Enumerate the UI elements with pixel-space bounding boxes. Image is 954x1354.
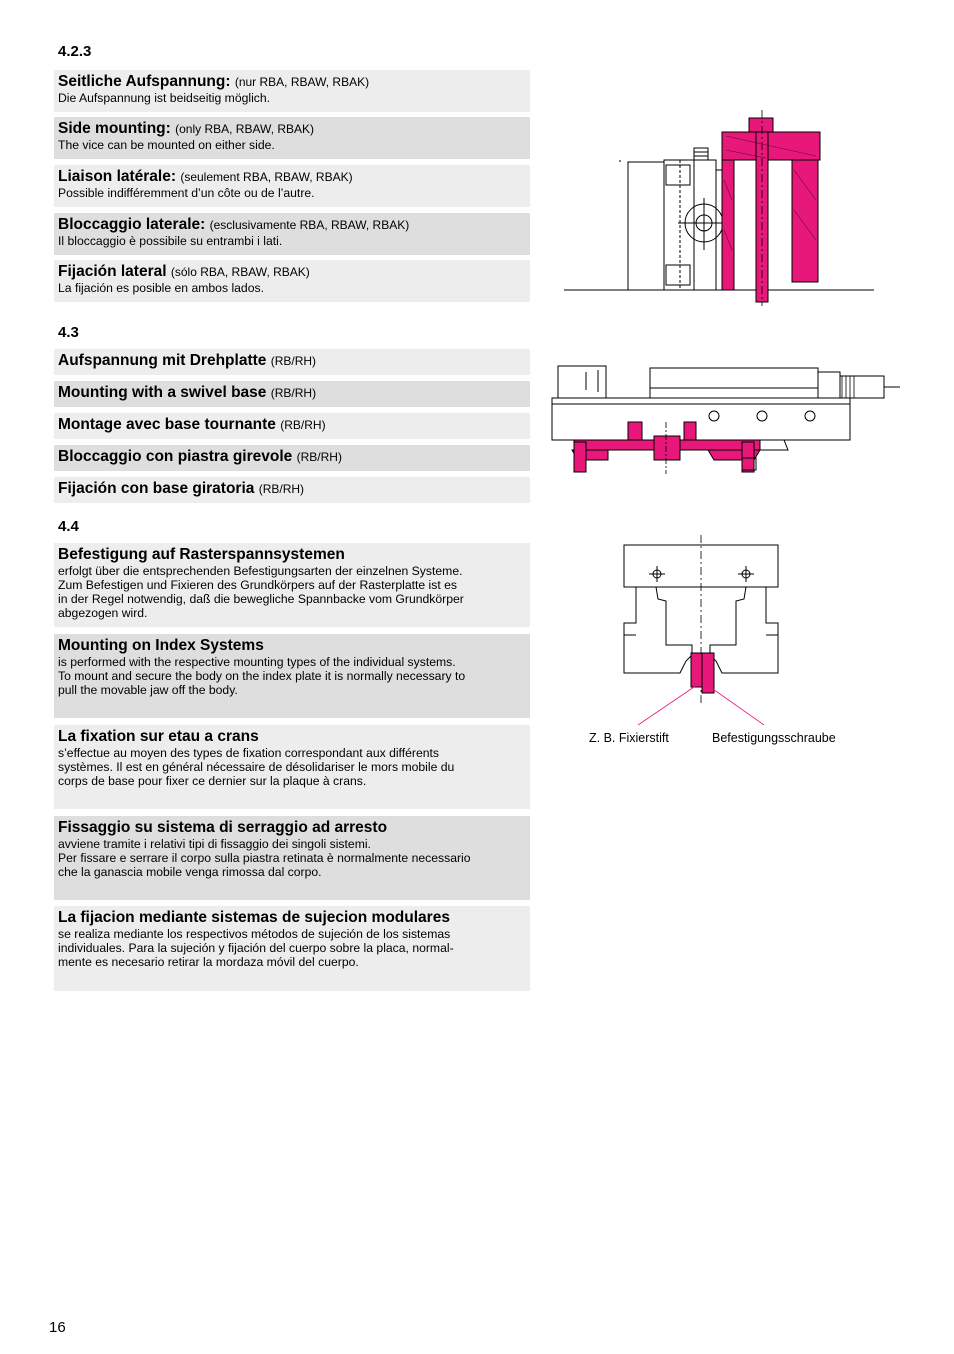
box-subtitle: (RB/RH) — [258, 482, 305, 496]
box-title: La fixation sur etau a crans — [58, 728, 259, 745]
box-description: The vice can be mounted on either side. — [58, 138, 275, 152]
box-line: corps de base pour fixer ce dernier sur la plaque à crans. — [58, 774, 367, 788]
swivel-base-de-box — [54, 349, 530, 375]
section-number-4-4: 4.4 — [58, 518, 79, 535]
section-number-4-2-3: 4.2.3 — [58, 43, 92, 60]
swivel-base-en-box — [54, 381, 530, 407]
box-title: Fijación con base giratoria — [58, 480, 255, 497]
index-system-drawing — [600, 535, 800, 735]
side-mounting-fr-box — [54, 165, 530, 207]
box-description: La fijación es posible en ambos lados. — [58, 281, 264, 295]
box-subtitle: (only RBA, RBAW, RBAK) — [175, 122, 315, 136]
fixing-pin-caption: Z. B. Fixierstift — [589, 731, 669, 745]
box-title: Liaison latérale: — [58, 168, 177, 185]
box-description: Il bloccaggio è possibile su entrambi i lati. — [58, 234, 283, 248]
box-line: pull the movable jaw off the body. — [58, 683, 238, 697]
box-description: Possible indifféremment d’un côte ou de l’autre. — [58, 186, 315, 200]
swivel-base-es-box — [54, 477, 530, 503]
box-subtitle: (seulement RBA, RBAW, RBAK) — [180, 170, 353, 184]
box-line: To mount and secure the body on the index plate it is normally necessary to — [58, 669, 466, 683]
box-description: Die Aufspannung ist beidseitig möglich. — [58, 91, 271, 105]
index-systems-de-box — [54, 543, 530, 627]
index-systems-es-box — [54, 906, 530, 991]
box-title: Side mounting: — [58, 120, 171, 137]
box-title: Befestigung auf Rasterspannsystemen — [58, 546, 345, 563]
box-subtitle: (RB/RH) — [270, 386, 317, 400]
swivel-base-it-box — [54, 445, 530, 471]
side-mounting-de-box — [54, 70, 530, 112]
box-title: Bloccaggio laterale: — [58, 216, 206, 233]
swivel-base-drawing — [548, 362, 908, 482]
box-subtitle: (RB/RH) — [270, 354, 317, 368]
index-systems-en-box — [54, 634, 530, 718]
box-title: Mounting with a swivel base — [58, 384, 267, 401]
box-line: in der Regel notwendig, daß die bewegliche Spannbacke vom Grundkörper — [58, 592, 464, 606]
swivel-base-fr-box — [54, 413, 530, 439]
index-systems-fr-box — [54, 725, 530, 809]
box-line: avviene tramite i relativi tipi di fissaggio dei singoli sistemi. — [58, 837, 371, 851]
section-number-4-3: 4.3 — [58, 324, 79, 341]
box-title: Fissaggio su sistema di serraggio ad arresto — [58, 819, 388, 836]
box-line: Zum Befestigen und Fixieren des Grundkörpers auf der Rasterplatte ist es — [58, 578, 457, 592]
side-mounting-drawing — [560, 110, 880, 310]
side-mounting-it-box — [54, 213, 530, 255]
box-title: Montage avec base tournante — [58, 416, 276, 433]
side-mounting-en-box — [54, 117, 530, 159]
fixing-screw-caption: Befestigungsschraube — [712, 731, 836, 745]
box-subtitle: (nur RBA, RBAW, RBAK) — [234, 75, 370, 89]
index-systems-it-box — [54, 816, 530, 900]
box-line: s’effectue au moyen des types de fixation correspondant aux différents — [58, 746, 439, 760]
box-subtitle: (RB/RH) — [280, 418, 326, 432]
box-subtitle: (sólo RBA, RBAW, RBAK) — [170, 265, 310, 279]
box-line: abgezogen wird. — [58, 606, 148, 620]
box-line: erfolgt über die entsprechenden Befestigungsarten der einzelnen Systeme. — [58, 564, 463, 578]
box-title: Mounting on Index Systems — [58, 637, 264, 654]
box-title: Bloccaggio con piastra girevole — [58, 448, 293, 465]
box-title: Fijación lateral — [58, 263, 167, 280]
box-line: individuales. Para la sujeción y fijación del cuerpo sobre la placa, normal- — [58, 941, 454, 955]
box-subtitle: (esclusivamente RBA, RBAW, RBAK) — [209, 218, 410, 232]
box-line: se realiza mediante los respectivos métodos de sujeción de los sistemas — [58, 927, 451, 941]
box-subtitle: (RB/RH) — [296, 450, 342, 464]
box-title: Seitliche Aufspannung: — [58, 73, 231, 90]
box-line: che la ganascia mobile venga rimossa dal corpo. — [58, 865, 322, 879]
box-line: mente es necesario retirar la mordaza móvil del cuerpo. — [58, 955, 359, 969]
box-title: La fijacion mediante sistemas de sujecion modulares — [58, 909, 450, 926]
box-line: systèmes. Il est en général nécessaire de désolidariser le mors mobile du — [58, 760, 455, 774]
side-mounting-es-box — [54, 260, 530, 302]
box-title: Aufspannung mit Drehplatte — [58, 352, 267, 369]
box-line: is performed with the respective mounting types of the individual systems. — [58, 655, 456, 669]
box-line: Per fissare e serrare il corpo sulla piastra retinata è normalmente necessario — [58, 851, 471, 865]
page-number: 16 — [49, 1319, 66, 1336]
